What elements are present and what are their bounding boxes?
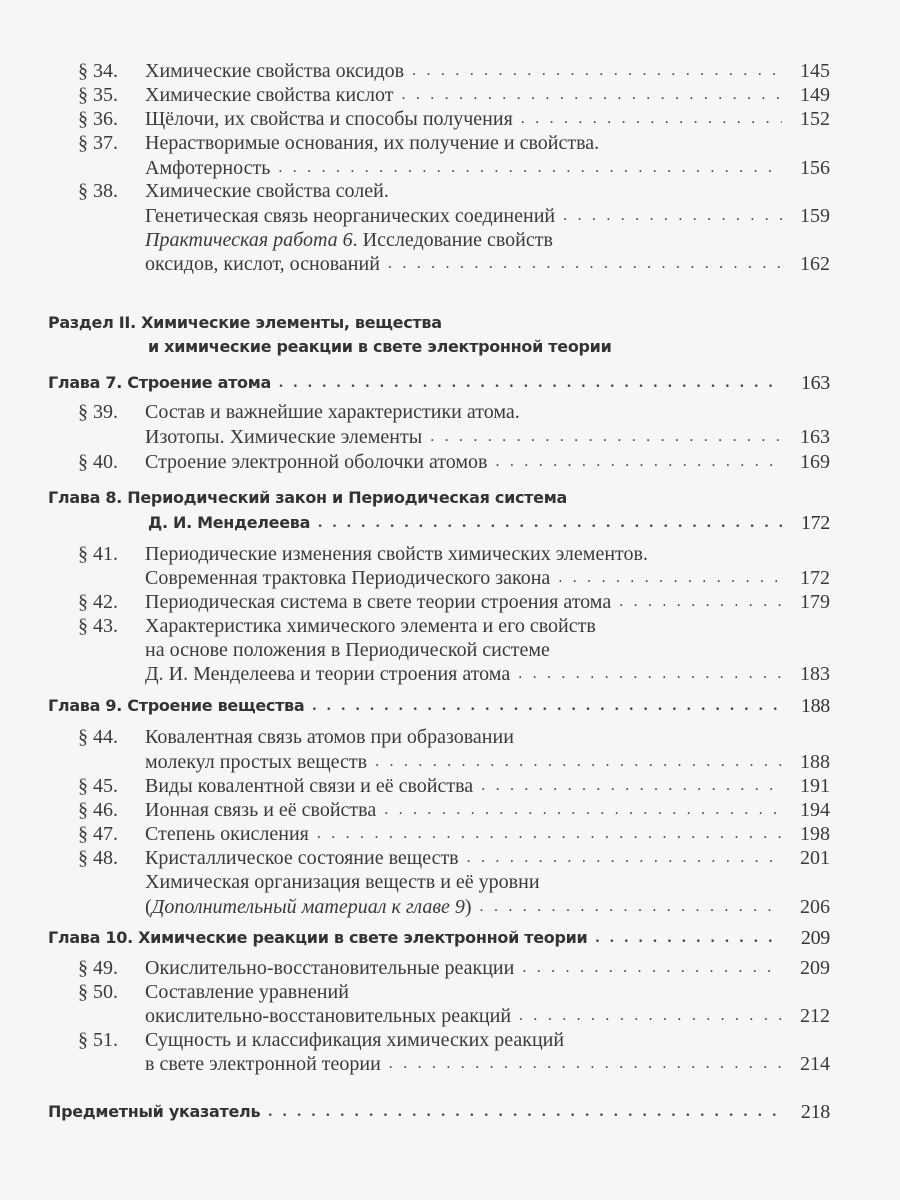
section-number: § 35. xyxy=(78,84,118,106)
section-entry-line xyxy=(145,637,830,663)
chapter-entry-line xyxy=(48,925,830,951)
index-entry-line xyxy=(48,1099,830,1125)
section-entry-line xyxy=(145,82,830,108)
dot-leader xyxy=(481,773,782,799)
chapter-entry-line xyxy=(148,510,830,536)
section-entry-line xyxy=(145,749,830,775)
page-number: 172 xyxy=(800,512,830,534)
page-number: 172 xyxy=(800,567,830,589)
section-title: Составление уравнений xyxy=(145,981,349,1003)
page-number: 163 xyxy=(800,426,830,448)
section-number: § 48. xyxy=(78,847,118,869)
page-number: 212 xyxy=(800,1005,830,1027)
section-entry-line xyxy=(145,106,830,132)
dot-leader xyxy=(521,106,782,132)
section-entry-line xyxy=(145,661,830,687)
chapter-title: Глава 8. Периодический закон и Периодическая система xyxy=(48,488,567,507)
page-number: 201 xyxy=(800,847,830,869)
dot-leader xyxy=(279,370,782,396)
page-number: 198 xyxy=(800,823,830,845)
page-number: 152 xyxy=(800,108,830,130)
chapter-entry-line xyxy=(48,693,830,719)
section-title: Периодические изменения свойств химических элементов. xyxy=(145,543,648,565)
section-entry-line xyxy=(145,773,830,799)
section-number: § 50. xyxy=(78,981,118,1003)
section-number: § 39. xyxy=(78,401,118,423)
page-number: 214 xyxy=(800,1053,830,1075)
section-entry-line xyxy=(145,797,830,823)
dot-leader xyxy=(412,58,782,84)
dot-leader xyxy=(595,925,782,951)
section-number: § 45. xyxy=(78,775,118,797)
section-title: Окислительно-восстановительные реакции xyxy=(145,957,515,979)
page-number: 159 xyxy=(800,205,830,227)
section-number: § 42. xyxy=(78,591,118,613)
section-entry-line xyxy=(145,565,830,591)
section-number: § 40. xyxy=(78,451,118,473)
section-title: Нерастворимые основания, их получение и свойства. xyxy=(145,132,600,154)
dot-leader xyxy=(317,821,782,847)
dot-leader xyxy=(467,845,782,871)
dot-leader xyxy=(619,589,782,615)
section-number: § 51. xyxy=(78,1029,118,1051)
section-number: § 41. xyxy=(78,543,118,565)
section-number: § 46. xyxy=(78,799,118,821)
section-entry-line xyxy=(145,1051,830,1077)
section-title: Д. И. Менделеева и теории строения атома xyxy=(145,663,511,685)
chapter-entry-line xyxy=(48,485,830,511)
section-entry-line xyxy=(145,449,830,475)
section-title: Строение электронной оболочки атомов xyxy=(145,451,488,473)
section-title: на основе положения в Периодической системе xyxy=(145,639,550,661)
section-title: в свете электронной теории xyxy=(145,1053,381,1075)
section-number: § 37. xyxy=(78,132,118,154)
dot-leader xyxy=(384,797,782,823)
section-title: Виды ковалентной связи и её свойства xyxy=(145,775,474,797)
section-number: § 34. xyxy=(78,60,118,82)
part-title: Раздел II. Химические элементы, вещества xyxy=(48,313,442,332)
extra-entry-line xyxy=(145,869,830,895)
dot-leader xyxy=(430,424,782,450)
section-number: § 47. xyxy=(78,823,118,845)
dot-leader xyxy=(522,955,782,981)
text-segment: ) xyxy=(464,896,472,918)
section-title: Химические свойства солей. xyxy=(145,180,389,202)
page-number: 162 xyxy=(800,253,830,275)
section-number: § 43. xyxy=(78,615,118,637)
section-title: Степень окисления xyxy=(145,823,309,845)
chapter-title: Глава 9. Строение вещества xyxy=(48,696,305,715)
section-entry-line xyxy=(145,955,830,981)
section-entry-line xyxy=(145,399,830,425)
text-segment: ( xyxy=(145,896,152,918)
italic-text: Дополнительный материал к главе 9 xyxy=(151,896,465,918)
dot-leader xyxy=(401,82,782,108)
section-title: Ионная связь и её свойства xyxy=(145,799,377,821)
section-entry-line xyxy=(145,821,830,847)
section-number: § 38. xyxy=(78,180,118,202)
chapter-title: Глава 7. Строение атома xyxy=(48,373,272,392)
section-entry-line xyxy=(145,424,830,450)
extra-title: Химическая организация веществ и её уровни xyxy=(145,871,540,893)
dot-leader xyxy=(312,693,782,719)
part-title: и химические реакции в свете электронной теории xyxy=(148,337,612,356)
extra-title xyxy=(145,894,472,920)
dot-leader xyxy=(558,565,782,591)
section-title: Щёлочи, их свойства и способы получения xyxy=(145,108,513,130)
index-title: Предметный указатель xyxy=(48,1102,261,1121)
section-entry-line xyxy=(145,613,830,639)
practical-entry-line xyxy=(145,251,830,277)
page-number: 149 xyxy=(800,84,830,106)
chapter-entry-line xyxy=(48,370,830,396)
section-number: § 36. xyxy=(78,108,118,130)
section-entry-line xyxy=(145,845,830,871)
section-number: § 44. xyxy=(78,726,118,748)
page-number: 209 xyxy=(800,927,830,949)
section-entry-line xyxy=(145,541,830,567)
extra-entry-line xyxy=(145,894,830,920)
page-number: 194 xyxy=(800,799,830,821)
part-entry-line xyxy=(148,334,830,360)
practical-title: оксидов, кислот, оснований xyxy=(145,253,380,275)
section-title: Амфотерность xyxy=(145,157,271,179)
section-entry-line xyxy=(145,58,830,84)
section-entry-line xyxy=(145,589,830,615)
dot-leader xyxy=(563,203,782,229)
page-number: 169 xyxy=(800,451,830,473)
section-entry-line xyxy=(145,1027,830,1053)
section-title: Кристаллическое состояние веществ xyxy=(145,847,459,869)
page-number: 183 xyxy=(800,663,830,685)
section-title: окислительно-восстановительных реакций xyxy=(145,1005,512,1027)
section-entry-line xyxy=(145,203,830,229)
section-entry-line xyxy=(145,724,830,750)
page-number: 191 xyxy=(800,775,830,797)
dot-leader xyxy=(518,661,782,687)
section-title: Генетическая связь неорганических соединений xyxy=(145,205,556,227)
dot-leader xyxy=(519,1003,782,1029)
section-title: Химические свойства оксидов xyxy=(145,60,405,82)
dot-leader xyxy=(268,1099,782,1125)
dot-leader xyxy=(318,510,782,536)
page-number: 179 xyxy=(800,591,830,613)
chapter-title: Д. И. Менделеева xyxy=(148,513,311,532)
section-title: Характеристика химического элемента и его свойств xyxy=(145,615,596,637)
chapter-title: Глава 10. Химические реакции в свете электронной теории xyxy=(48,928,588,947)
page-number: 206 xyxy=(800,896,830,918)
section-title: молекул простых веществ xyxy=(145,751,368,773)
section-entry-line xyxy=(145,130,830,156)
dot-leader xyxy=(388,251,782,277)
practical-entry-line xyxy=(145,227,830,253)
section-title: Сущность и классификация химических реакций xyxy=(145,1029,565,1051)
page-number: 188 xyxy=(800,695,830,717)
section-title: Химические свойства кислот xyxy=(145,84,394,106)
dot-leader xyxy=(496,449,783,475)
page-number: 218 xyxy=(800,1101,830,1123)
page-number: 145 xyxy=(800,60,830,82)
text-segment: . Исследование свойств xyxy=(352,229,553,251)
dot-leader xyxy=(480,894,782,920)
section-entry-line xyxy=(145,1003,830,1029)
page-number: 163 xyxy=(800,372,830,394)
section-title: Состав и важнейшие характеристики атома. xyxy=(145,401,520,423)
section-title: Периодическая система в свете теории строения атома xyxy=(145,591,612,613)
section-number: § 49. xyxy=(78,957,118,979)
section-entry-line xyxy=(145,178,830,204)
section-title: Современная трактовка Периодического закона xyxy=(145,567,551,589)
dot-leader xyxy=(389,1051,782,1077)
section-entry-line xyxy=(145,979,830,1005)
italic-text: Практическая работа 6 xyxy=(145,229,353,251)
part-entry-line xyxy=(48,310,830,336)
page-number: 188 xyxy=(800,751,830,773)
section-title: Изотопы. Химические элементы xyxy=(145,426,423,448)
page-number: 209 xyxy=(800,957,830,979)
page-number: 156 xyxy=(800,157,830,179)
practical-title xyxy=(145,227,553,253)
dot-leader xyxy=(375,749,782,775)
section-title: Ковалентная связь атомов при образовании xyxy=(145,726,514,748)
